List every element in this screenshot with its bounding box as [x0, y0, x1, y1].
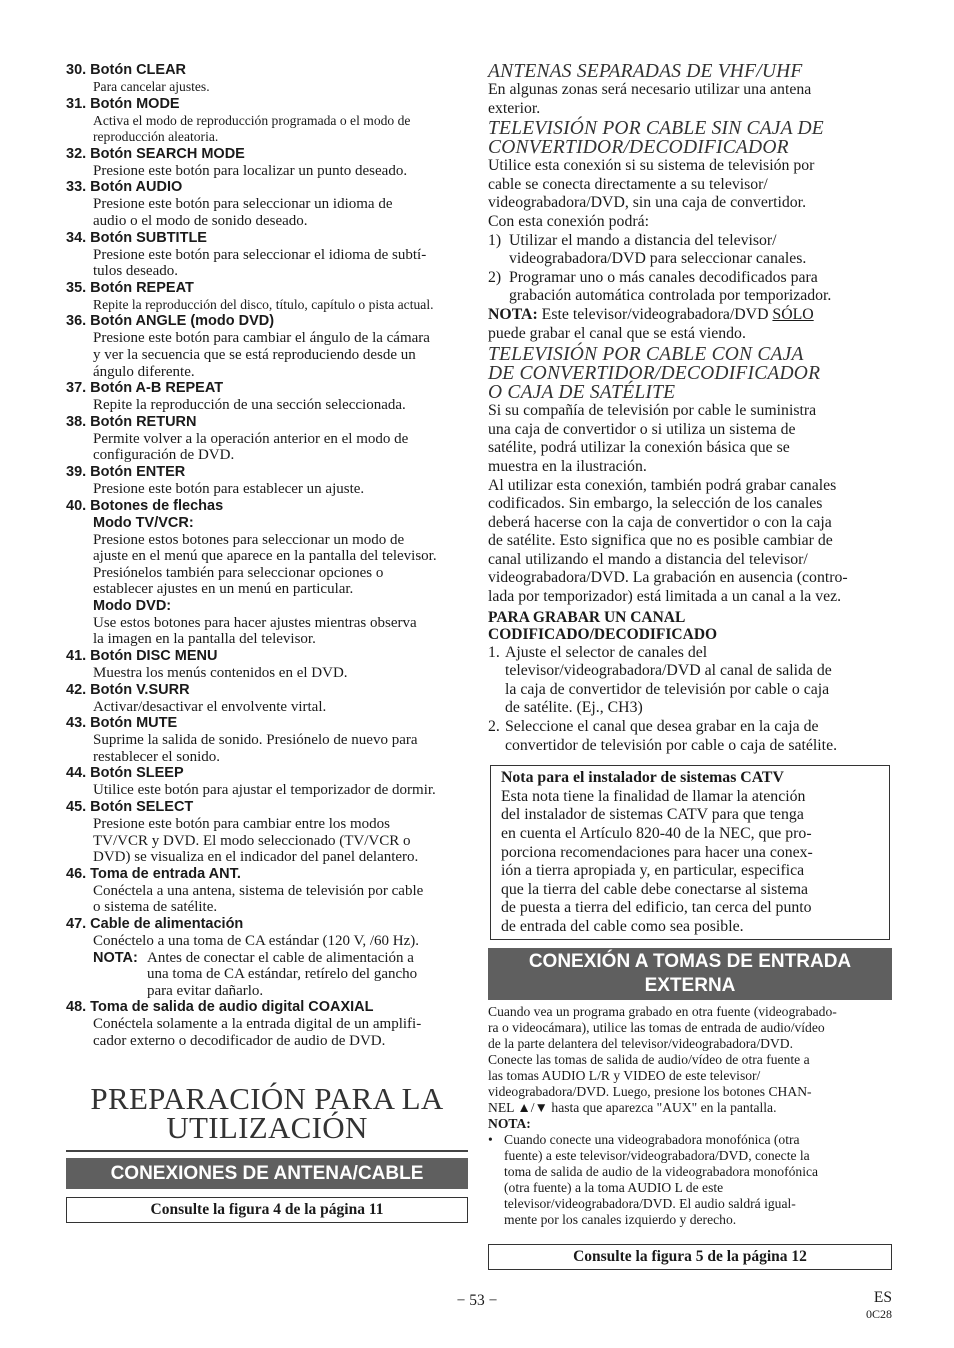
item-description: Suprime la salida de sonido. Presiónelo de nuevo para restablecer el sonido.	[93, 732, 418, 765]
section-heading-external-input: CONEXIÓN A TOMAS DE ENTRADA EXTERNA	[488, 948, 892, 1000]
item-description: Para cancelar ajustes.	[93, 79, 210, 94]
item-description: Presione este botón para cambiar entre los modos TV/VCR y DVD. El modo seleccionado (TV/VCR o DVD) se visualiza en el indicador del panel delantero.	[93, 816, 419, 866]
item-heading: 32. Botón SEARCH MODE	[66, 145, 245, 162]
numbered-list	[488, 644, 892, 756]
item-description: Conéctelo a una toma de CA estándar (120 V, /60 Hz).	[93, 933, 420, 949]
button-list-b	[66, 648, 468, 916]
item-heading: 39. Botón ENTER	[66, 463, 186, 480]
list-item	[66, 866, 468, 916]
paragraph: En algunas zonas será necesario utilizar una antena exterior.	[488, 81, 812, 117]
item-heading: 42. Botón V.SURR	[66, 681, 190, 698]
power-cord-note: NOTA: Antes de conectar el cable de alimentación a una toma de CA estándar, retírelo del gancho para evitar dañarlo.	[93, 949, 418, 999]
list-item	[66, 146, 468, 180]
item-48	[66, 999, 468, 1049]
item-heading: 33. Botón AUDIO	[66, 179, 183, 196]
paragraph: Cuando vea un programa grabado en otra fuente (videograbado- ra o videocámara), utilice las tomas de entrada de audio/vídeo de la parte delantera del televisor/videograbadora/DVD. Conecte las tomas de salida de audio/vídeo de otra fuente a las tomas AUDIO L/R y VIDEO de este televisor/ videograbadora/DVD. Luego, presione los botones CHAN- NEL ▲/▼ hasta que aparezca "AUX" en la pantalla.	[488, 1003, 837, 1115]
paragraph: Al utilizar esta conexión, también podrá grabar canales codificados. Sin embargo, la selección de los canales deberá hacerse con la caja de convertidor o con la caja de satélite. Esto significa que no es posible cambiar de canal utilizando el mando a distancia del televisor/ videograbadora/DVD. La grabación en ausencia (contro- lada por temporizador) está limitada a un canal a la vez.	[488, 476, 848, 606]
button-list-a	[66, 62, 468, 498]
list-item	[66, 464, 468, 498]
list-item	[66, 682, 468, 716]
item-description: Repite la reproducción de una sección seleccionada.	[93, 397, 406, 414]
left-column	[66, 62, 468, 1223]
numbered-list	[488, 232, 892, 306]
list-item	[66, 765, 468, 799]
item-heading: 48. Toma de salida de audio digital COAXIAL	[66, 999, 374, 1016]
item-heading: 31. Botón MODE	[66, 95, 180, 112]
page-title: PREPARACIÓN PARA LA UTILIZACIÓN	[90, 1080, 444, 1145]
section-heading-antenna: CONEXIONES DE ANTENA/CABLE	[66, 1158, 468, 1189]
heading-separate-antennas: ANTENAS SEPARADAS DE VHF/UHF	[488, 61, 803, 82]
item-40	[66, 498, 468, 649]
bullet-icon: •	[488, 1131, 493, 1147]
item-description: Presione este botón para seleccionar el idioma de subtí- tulos deseado.	[93, 246, 427, 280]
item-heading: 36. Botón ANGLE (modo DVD)	[66, 313, 275, 330]
item-heading: 34. Botón SUBTITLE	[66, 229, 207, 246]
list-item	[66, 280, 468, 314]
list-item	[66, 230, 468, 280]
list-item	[66, 96, 468, 146]
heading-cable-without-box: TELEVISIÓN POR CABLE SIN CAJA DE CONVERTIDOR/DECODIFICADOR	[488, 118, 824, 159]
item-heading: 38. Botón RETURN	[66, 413, 197, 430]
heading-record-coded-channel: PARA GRABAR UN CANAL CODIFICADO/DECODIFICADO	[488, 608, 718, 644]
item-description: Utilice este botón para ajustar el temporizador de dormir.	[93, 782, 436, 799]
item-description: Use estos botones para hacer ajustes mientras observa la imagen en la pantalla del televisor.	[93, 614, 417, 648]
sub-heading-dvd: Modo DVD:	[93, 597, 172, 614]
figure-reference-box: Consulte la figura 5 de la página 12	[488, 1244, 892, 1270]
page-number: − 53 −	[456, 1292, 498, 1309]
item-description: Presione este botón para seleccionar un idioma de audio o el modo de sonido deseado.	[93, 196, 393, 229]
list-item	[66, 414, 468, 464]
item-description: Repite la reproducción del disco, título, capítulo o pista actual.	[93, 296, 434, 312]
list-item: 1) Utilizar el mando a distancia del televisor/ videograbadora/DVD para seleccionar canales.	[488, 231, 807, 268]
paragraph: Utilice esta conexión si su sistema de televisión por cable se conecta directamente a su televisor/ videograbadora/DVD, sin una caja de convertidor. Con esta conexión podrá:	[488, 157, 815, 230]
list-item	[66, 179, 468, 229]
footer-codes	[866, 1290, 892, 1322]
list-item: 2. Seleccione el canal que desea grabar en la caja de convertidor de televisión por cable o caja de satélite.	[488, 718, 838, 754]
item-heading: 40. Botones de flechas	[66, 497, 224, 514]
list-item	[66, 648, 468, 682]
list-item	[66, 313, 468, 380]
item-heading: 37. Botón A-B REPEAT	[66, 380, 224, 397]
item-heading: 43. Botón MUTE	[66, 715, 178, 732]
item-47	[66, 916, 468, 999]
list-item: 2) Programar uno o más canales decodificados para grabación automática controlada por temporizador.	[488, 268, 832, 305]
note-bullet: • Cuando conecte una videograbadora monofónica (otra fuente) a este televisor/videograbadora/DVD, conecte la toma de salida de audio de la videograbadora monofónica (otra fuente) a la toma AUDIO L de este televisor/videograbadora/DVD. El audio saldrá igual- mente por los canales izquierdo y derecho.	[488, 1131, 819, 1227]
item-heading: 41. Botón DISC MENU	[66, 648, 218, 665]
list-item	[66, 715, 468, 765]
list-item	[66, 62, 468, 96]
list-item: 1. Ajuste el selector de canales del televisor/videograbadora/DVD al canal de salida de la caja de convertidor de televisión por cable o caja de satélite. (Ej., CH3)	[488, 643, 832, 717]
catv-installer-note-box: Nota para el instalador de sistemas CATV Esta nota tiene la finalidad de llamar la atención del instalador de sistemas CATV para que tenga en cuenta el Artículo 820-40 de la NEC, que pro- porciona recomendaciones para hacer una conex- ión a tierra apropiada y, en particular, especifica que la tierra del cable debe conectarse al sistema de puesta a tierra del edificio, tan cerca del punto de entrada del cable como sea posible.	[490, 765, 890, 939]
note-label: NOTA:	[93, 949, 138, 966]
item-heading: 44. Botón SLEEP	[66, 765, 184, 782]
item-description: Presione este botón para establecer un ajuste.	[93, 480, 365, 497]
item-heading: 35. Botón REPEAT	[66, 279, 194, 296]
item-heading: 46. Toma de entrada ANT.	[66, 865, 241, 882]
list-item	[66, 799, 468, 866]
item-description: Presione estos botones para seleccionar un modo de ajuste en el menú que aparece en la pantalla del televisor. Presiónelos también para seleccionar opciones o establecer ajustes en un menú en particular.	[93, 531, 437, 598]
item-heading: 30. Botón CLEAR	[66, 62, 187, 78]
figure-reference-box: Consulte la figura 4 de la página 11	[66, 1197, 468, 1223]
item-heading: 45. Botón SELECT	[66, 799, 194, 816]
item-heading: 47. Cable de alimentación	[66, 916, 244, 932]
item-description: Activar/desactivar el envolvente virtal.	[93, 698, 327, 715]
item-description: Muestra los menús contenidos en el DVD.	[93, 665, 348, 682]
item-description: Presione este botón para localizar un punto deseado.	[93, 162, 408, 179]
item-description: Conéctela a una antena, sistema de televisión por cable o sistema de satélite.	[93, 882, 424, 916]
item-description: Activa el modo de reproducción programada o el modo de reproducción aleatoria.	[93, 112, 411, 145]
document-code: 0C28	[865, 1307, 892, 1321]
item-description: Presione este botón para cambiar el ángulo de la cámara y ver la secuencia que se está reproduciendo desde un ángulo diferente.	[93, 330, 430, 380]
item-description: Conéctela solamente a la entrada digital de un amplifi- cador externo o decodificador de audio de DVD.	[93, 1016, 422, 1049]
heading-cable-with-box: TELEVISIÓN POR CABLE CON CAJA DE CONVERTIDOR/DECODIFICADOR O CAJA DE SATÉLITE	[488, 344, 821, 404]
sub-heading-tvvcr: Modo TV/VCR:	[93, 514, 194, 531]
right-column	[488, 62, 892, 1270]
paragraph: Si su compañía de televisión por cable le suministra una caja de convertidor o si utiliza un sistema de satélite, podrá utilizar la conexión básica que se muestra en la ilustración.	[488, 402, 817, 475]
note: NOTA: Este televisor/videograbadora/DVD SÓLO puede grabar el canal que se está viendo.	[488, 305, 814, 342]
note-title: Nota para el instalador de sistemas CATV	[501, 769, 784, 787]
language-code: ES	[873, 1289, 892, 1306]
note-label: NOTA:	[488, 1115, 531, 1131]
list-item	[66, 380, 468, 414]
item-description: Permite volver a la operación anterior en el modo de configuración de DVD.	[93, 430, 409, 464]
title-divider	[66, 1150, 468, 1152]
